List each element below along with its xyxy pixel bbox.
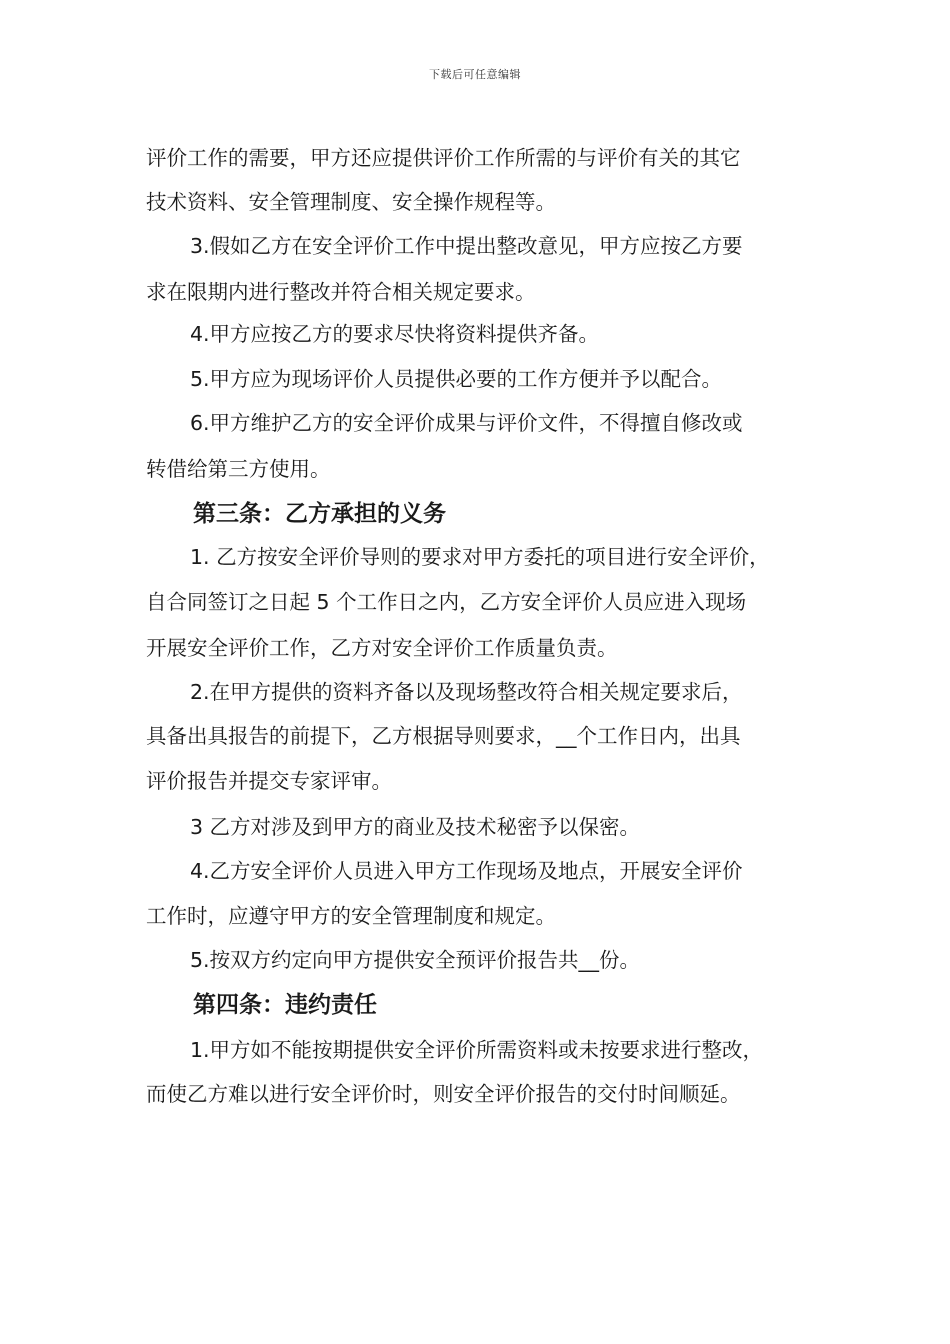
paragraph-line: 评价工作的需要，甲方还应提供评价工作所需的与评价有关的其它 xyxy=(146,146,741,170)
paragraph-line: 而使乙方难以进行安全评价时，则安全评价报告的交付时间顺延。 xyxy=(146,1082,741,1106)
paragraph-line: 5.按双方约定向甲方提供安全预评价报告共__份。 xyxy=(190,948,641,972)
paragraph-line: 求在限期内进行整改并符合相关规定要求。 xyxy=(146,280,536,304)
page-header: 下载后可任意编辑 xyxy=(429,68,521,81)
paragraph-line: 4.乙方安全评价人员进入甲方工作现场及地点，开展安全评价 xyxy=(190,859,743,883)
paragraph-line: 4.甲方应按乙方的要求尽快将资料提供齐备。 xyxy=(190,322,600,346)
paragraph-line: 技术资料、安全管理制度、安全操作规程等。 xyxy=(146,190,556,214)
paragraph-line: 1.甲方如不能按期提供安全评价所需资料或未按要求进行整改， xyxy=(190,1038,764,1062)
paragraph-line: 具备出具报告的前提下，乙方根据导则要求，__个工作日内，出具 xyxy=(146,724,741,748)
paragraph-line: 3.假如乙方在安全评价工作中提出整改意见，甲方应按乙方要 xyxy=(190,234,743,258)
paragraph-line: 评价报告并提交专家评审。 xyxy=(146,769,392,793)
paragraph-line: 5.甲方应为现场评价人员提供必要的工作方便并予以配合。 xyxy=(190,367,723,391)
paragraph-line: 自合同签订之日起 5 个工作日之内，乙方安全评价人员应进入现场 xyxy=(146,590,747,614)
paragraph-line: 6.甲方维护乙方的安全评价成果与评价文件，不得擅自修改或 xyxy=(190,411,743,435)
section-heading-3: 第三条：乙方承担的义务 xyxy=(193,501,446,527)
paragraph-line: 3 乙方对涉及到甲方的商业及技术秘密予以保密。 xyxy=(190,815,641,839)
section-heading-4: 第四条：违约责任 xyxy=(193,992,377,1018)
paragraph-line: 2.在甲方提供的资料齐备以及现场整改符合相关规定要求后， xyxy=(190,680,743,704)
paragraph-line: 1. 乙方按安全评价导则的要求对甲方委托的项目进行安全评价， xyxy=(190,545,770,569)
paragraph-line: 转借给第三方使用。 xyxy=(146,457,331,481)
paragraph-line: 工作时，应遵守甲方的安全管理制度和规定。 xyxy=(146,904,556,928)
paragraph-line: 开展安全评价工作，乙方对安全评价工作质量负责。 xyxy=(146,636,618,660)
